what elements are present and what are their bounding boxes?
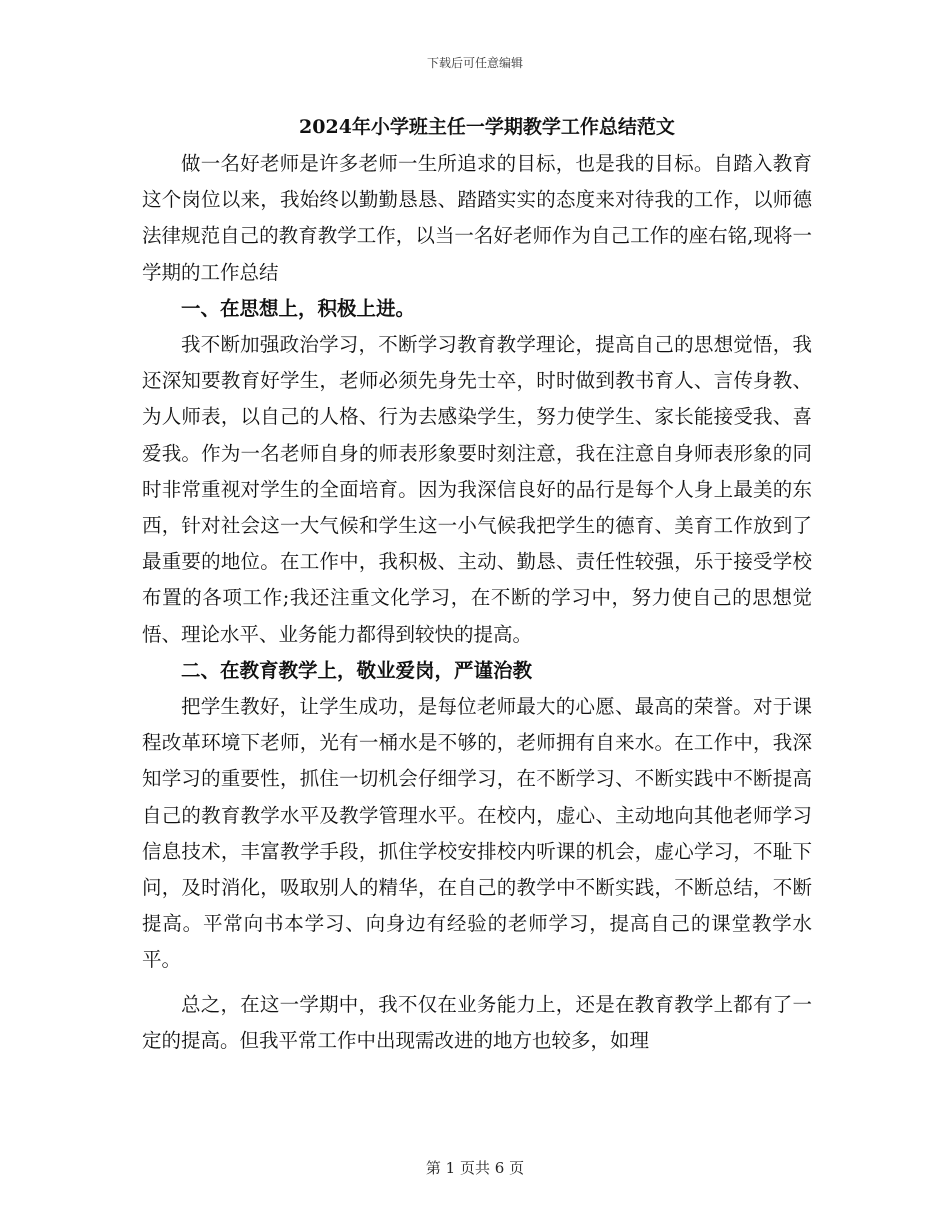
intro-paragraph: 做一名好老师是许多老师一生所追求的目标，也是我的目标。自踏入教育这个岗位以来，我始终以勤勤恳恳、踏踏实实的态度来对待我的工作，以师德法律规范自己的教育教学工作，以当一名好老师作为自己工作的座右铭,现将一学期的工作总结 — [142, 152, 812, 284]
section-2-paragraph: 把学生教好，让学生成功，是每位老师最大的心愿、最高的荣誉。对于课程改革环境下老师，光有一桶水是不够的，老师拥有自来水。在工作中，我深知学习的重要性，抓住一切机会仔细学习，在不断学习、不断实践中不断提高自己的教育教学水平及教学管理水平。在校内，虚心、主动地向其他老师学习信息技术，丰富教学手段，抓住学校安排校内听课的机会，虚心学习，不耻下问，及时消化，吸取别人的精华，在自己的教学中不断实践，不断总结，不断提高。平常向书本学习、向身边有经验的老师学习，提高自己的课堂教学水平。 — [142, 695, 812, 972]
document-body — [142, 112, 812, 1059]
header-note: 下载后可任意编辑 — [426, 56, 523, 70]
page-number: 第 1 页共 6 页 — [425, 1159, 525, 1177]
conclusion-paragraph: 总之，在这一学期中，我不仅在业务能力上，还是在教育教学上都有了一定的提高。但我平常工作中出现需改进的地方也较多，如理 — [142, 992, 812, 1052]
section-1-paragraph: 我不断加强政治学习，不断学习教育教学理论，提高自己的思想觉悟，我还深知要教育好学生，老师必须先身先士卒，时时做到教书育人、言传身教、为人师表，以自己的人格、行为去感染学生，努力使学生、家长能接受我、喜爱我。作为一名老师自身的师表形象要时刻注意，我在注意自身师表形象的同时非常重视对学生的全面培育。因为我深信良好的品行是每个人身上最美的东西，针对社会这一大气候和学生这一小气候我把学生的德育、美育工作放到了最重要的地位。在工作中，我积极、主动、勤恳、责任性较强，乐于接受学校布置的各项工作;我还注重文化学习，在不断的学习中，努力使自己的思想觉悟、理论水平、业务能力都得到较快的提高。 — [142, 333, 812, 646]
section-1-heading: 一、在思想上，积极上进。 — [181, 296, 416, 320]
document-title: 2024年小学班主任一学期教学工作总结范文 — [299, 116, 675, 138]
section-2-heading: 二、在教育教学上，敬业爱岗，严谨治教 — [181, 658, 533, 682]
